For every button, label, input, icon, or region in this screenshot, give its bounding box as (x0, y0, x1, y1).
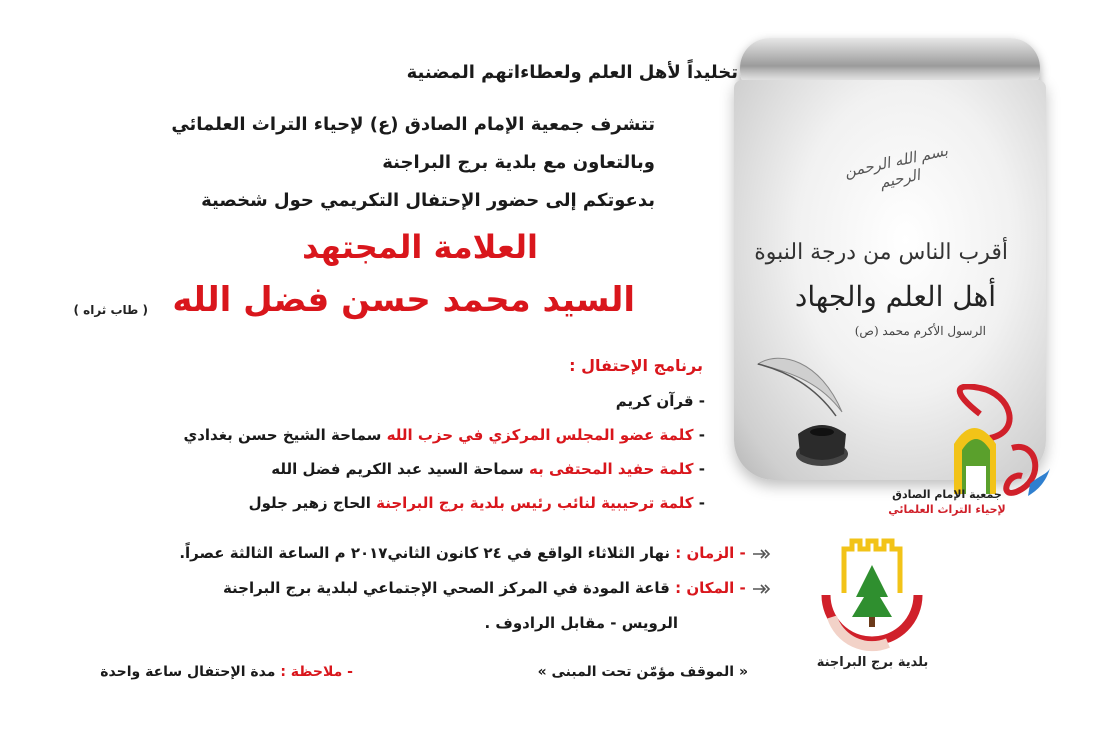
program-item-speaker: سماحة الشيخ حسن بغدادي (183, 426, 382, 444)
event-place-line-2: الرويس - مقابل الرادوف . (484, 614, 678, 632)
event-time (179, 544, 771, 562)
program-item-dash: - (698, 494, 705, 512)
intro-line-4: بدعوتكم إلى حضور الإحتفال التكريمي حول شخصية (201, 190, 655, 211)
intro-line-2: تتشرف جمعية الإمام الصادق (ع) لإحياء التراث العلمائي (171, 114, 655, 135)
parking-note: « الموقف مؤمّن تحت المبنى » (537, 664, 748, 680)
duration-note-label: - ملاحظة : (280, 664, 353, 680)
duration-note (100, 664, 353, 680)
event-place (223, 579, 771, 597)
program-item (271, 460, 705, 478)
intro-line-1: تخليداً لأهل العلم ولعطاءاتهم المضنية (406, 62, 738, 83)
event-time-value: نهار الثلاثاء الواقع في ٢٤ كانون الثاني٢٠١٧ م الساعة الثالثة عصراً. (179, 544, 671, 562)
municipality-logo (808, 535, 936, 655)
municipality-name: بلدية برج البراجنة (816, 655, 929, 670)
basmala-calligraphy: بسم الله الرحمن الرحيم (842, 141, 950, 192)
program-item-speaker: الحاج زهير جلول (248, 494, 371, 512)
program-item-role: كلمة حفيد المحتفى به (529, 460, 694, 478)
intro-line-3: وبالتعاون مع بلدية برج البراجنة (382, 152, 655, 173)
event-time-label: - الزمان : (675, 544, 746, 562)
program-item (616, 392, 705, 410)
quill-inkwell-icon (750, 342, 850, 472)
event-place-value: قاعة المودة في المركز الصحي الإجتماعي لبلدية برج البراجنة (222, 579, 670, 597)
program-item-dash: - (698, 392, 705, 410)
program-item (249, 494, 705, 512)
honoree-note: ( طاب ثراه ) (73, 303, 148, 317)
hadith-source: الرسول الأكرم محمد (ص) (854, 324, 986, 338)
program-item-speaker: سماحة السيد عبد الكريم فضل الله (271, 460, 524, 478)
program-item-dash: - (698, 460, 705, 478)
sadiq-logo-subtitle: لإحياء التراث العلمائي (888, 503, 1006, 516)
sadiq-logo-title: جمعية الإمام الصادق (892, 488, 1002, 501)
honoree-name: السيد محمد حسن فضل الله (172, 280, 635, 320)
event-place-label: - المكان : (675, 579, 746, 597)
program-item-role: كلمة ترحيبية لنائب رئيس بلدية برج البراجنة (376, 494, 694, 512)
program-item-text: قرآن كريم (615, 392, 694, 410)
arrow-bullet-icon (751, 582, 771, 596)
program-item (183, 426, 705, 444)
arrow-bullet-icon (751, 547, 771, 561)
program-item-dash: - (698, 426, 705, 444)
program-heading: برنامج الإحتفال : (569, 356, 703, 375)
honoree-title: العلامة المجتهد (302, 228, 538, 266)
duration-note-value: مدة الإحتفال ساعة واحدة (100, 664, 276, 680)
hadith-line-2: أهل العلم والجهاد (794, 280, 996, 313)
program-item-role: كلمة عضو المجلس المركزي في حزب الله (386, 426, 694, 444)
hadith-line-1: أقرب الناس من درجة النبوة (754, 240, 1008, 265)
